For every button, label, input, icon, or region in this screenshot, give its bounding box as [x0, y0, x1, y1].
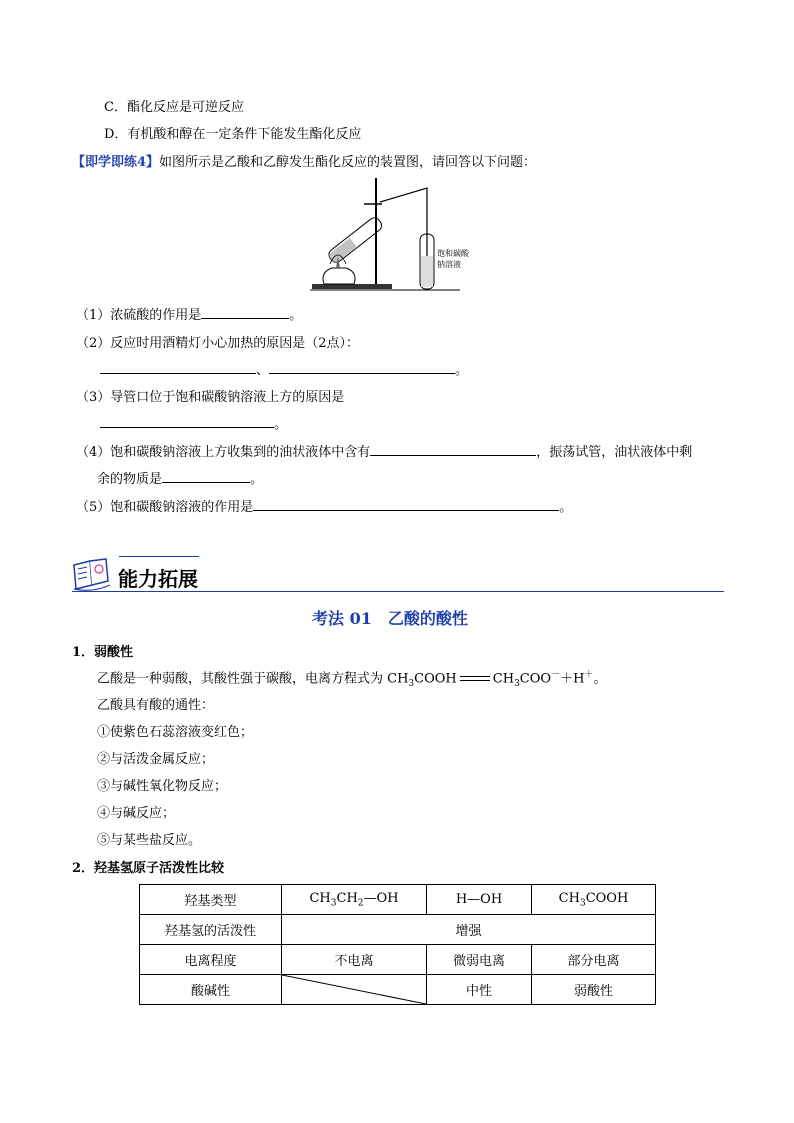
table-row [140, 945, 656, 975]
answer-blank[interactable] [253, 498, 559, 511]
table-cell: 羟基类型 [140, 885, 282, 915]
table-cell: 微弱电离 [427, 945, 532, 975]
diagonal-empty-cell [282, 975, 427, 1005]
table-cell: 部分电离 [532, 945, 656, 975]
list-item: ②与活泼金属反应； [97, 752, 215, 767]
part1-line1: 乙酸是一种弱酸，其酸性强于碳酸，电离方程式为 $CH_3COOH$ $CH_3COO^-+H^+$。 [97, 670, 607, 689]
part1-heading: 1．弱酸性 [72, 645, 134, 660]
list-item: ⑤与某些盐反应。 [97, 833, 202, 848]
answer-blank[interactable] [162, 470, 250, 483]
option-c: C．酯化反应是可逆反应 [104, 100, 244, 115]
exercise-question: 如图所示是乙酸和乙醇发生酯化反应的装置图，请回答以下问题： [159, 155, 537, 170]
table-cell: 酸碱性 [140, 975, 282, 1005]
alcohol-lamp [323, 268, 355, 284]
table-row [140, 915, 656, 945]
table-cell: 中性 [427, 975, 532, 1005]
question-5: （5）饱和碳酸钠溶液的作用是 。 [76, 500, 573, 515]
table-cell: 弱酸性 [532, 975, 656, 1005]
list-item: ①使紫色石蕊溶液变红色； [97, 725, 254, 740]
diagonal-line [282, 975, 426, 1004]
answer-blank[interactable] [370, 443, 536, 456]
list-item: ④与碱反应； [97, 806, 176, 821]
table-cell: 羟基氢的活泼性 [140, 915, 282, 945]
method-title: 考法 01 乙酸的酸性 [312, 609, 468, 628]
table-cell: $CH_3CH_2—OH$ [282, 885, 427, 915]
question-2: （2）反应时用酒精灯小心加热的原因是（2点）： [76, 336, 360, 351]
exercise-tag: 【即学即练4】 [72, 155, 160, 170]
exercise-line [72, 151, 536, 170]
list-item: ③与碱性氧化物反应； [97, 779, 228, 794]
table-cell: 增强 [282, 915, 656, 945]
esterification-apparatus-figure [310, 176, 470, 294]
open-book-icon [72, 555, 112, 591]
answer-blank[interactable] [100, 415, 274, 428]
part2-heading: 2．羟基氢原子活泼性比较 [72, 861, 225, 876]
hydroxyl-comparison-table [139, 884, 656, 1005]
table-cell: H—OH [427, 885, 532, 915]
table-cell: 不电离 [282, 945, 427, 975]
question-2-blanks: 、 。 [100, 359, 468, 378]
table-cell: 电离程度 [140, 945, 282, 975]
section-divider [72, 591, 724, 592]
table-cell: $CH_3COOH$ [532, 885, 656, 915]
question-1: （1）浓硫酸的作用是 。 [76, 308, 303, 323]
question-3-blank: 。 [100, 413, 287, 432]
answer-blank[interactable] [269, 361, 455, 374]
table-row [140, 885, 656, 915]
equilibrium-arrow [460, 674, 490, 683]
option-d: D．有机酸和醇在一定条件下能发生酯化反应 [104, 127, 362, 142]
table-row [140, 975, 656, 1005]
question-4-cont: 余的物质是 。 [97, 472, 264, 487]
answer-blank[interactable] [201, 306, 289, 319]
section-title: 能力拓展 [118, 567, 198, 591]
question-4: （4）饱和碳酸钠溶液上方收集到的油状液体中含有 ，振荡试管，油状液体中剩 [76, 445, 693, 460]
part1-line2: 乙酸具有酸的通性： [97, 698, 215, 713]
apparatus-label-2: 钠溶液 [437, 260, 461, 269]
stand-base [312, 284, 392, 289]
section-title-overline [119, 556, 199, 557]
question-3: （3）导管口位于饱和碳酸钠溶液上方的原因是 [76, 390, 345, 405]
apparatus-label-1: 饱和碳酸 [437, 249, 469, 258]
answer-blank[interactable] [100, 361, 256, 374]
